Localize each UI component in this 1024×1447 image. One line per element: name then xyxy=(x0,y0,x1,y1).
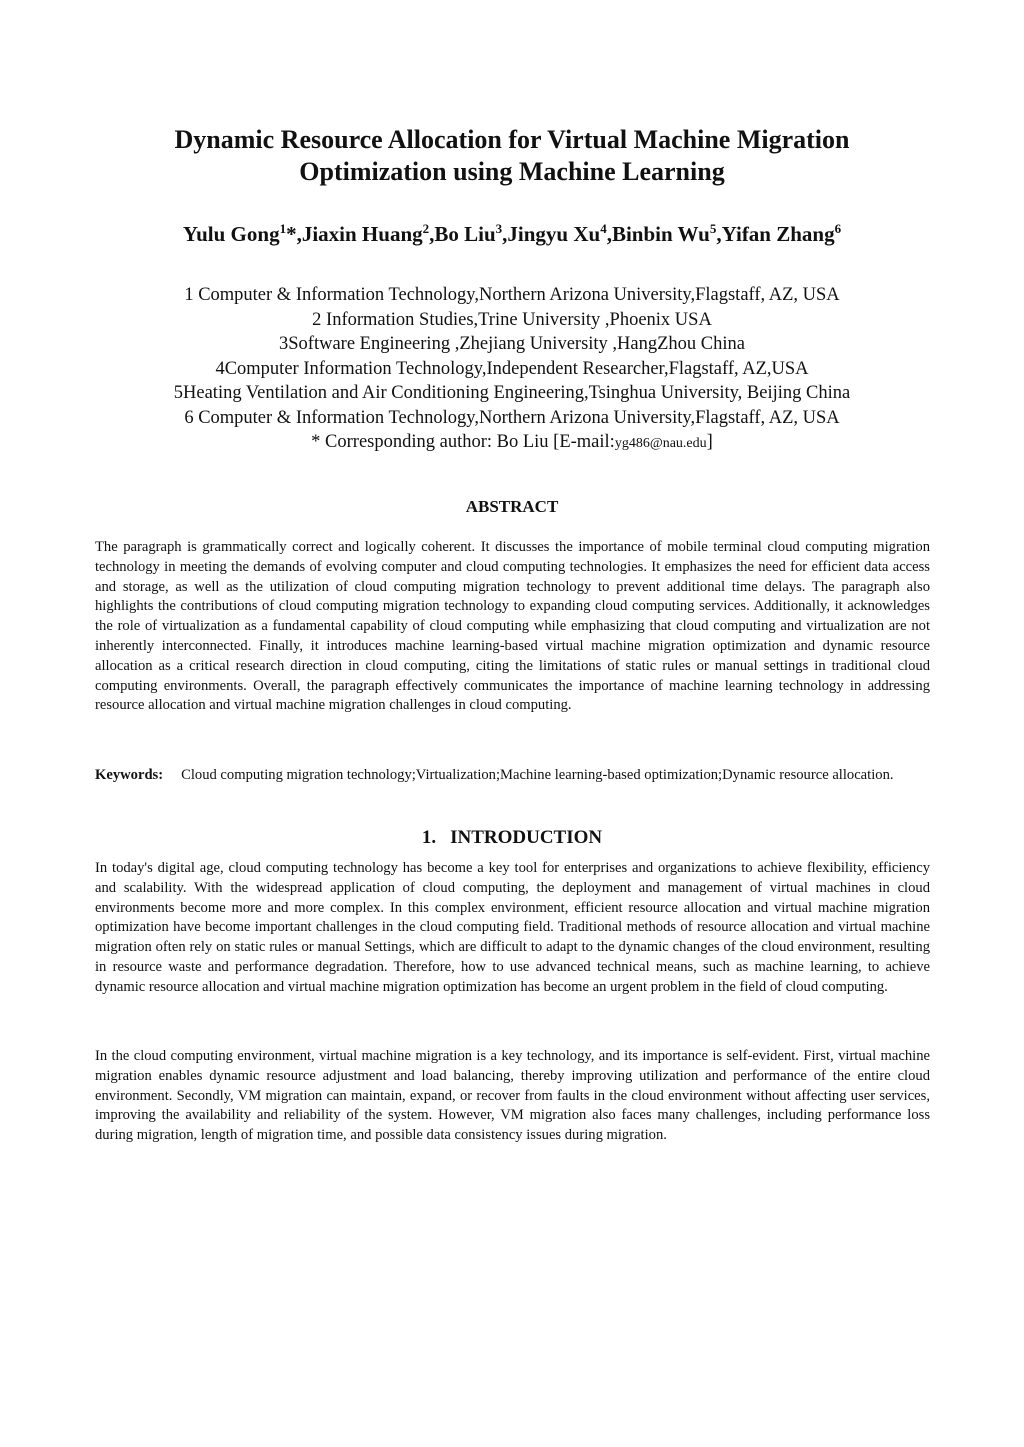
author: Jiaxin Huang$^2$, xyxy=(301,221,435,246)
author: Yifan Zhang$^6$ xyxy=(721,221,842,246)
affiliation-line: 1 Computer & Information Technology,Northern Arizona University,Flagstaff, AZ, USA xyxy=(184,285,840,305)
author: Jingyu Xu$^4$, xyxy=(507,221,612,246)
paper-title xyxy=(0,124,1024,188)
corresponding-email: yg486@nau.edu xyxy=(614,436,707,451)
affiliation-line: 6 Computer & Information Technology,Northern Arizona University,Flagstaff, AZ, USA xyxy=(184,407,840,428)
intro-paragraph-2: In the cloud computing environment, virtual machine migration is a key technology, and its importance is self-evident. First, virtual machine migration enables dynamic resource adjustment and load balancing, thereby improving utilization and performance of the entire cloud environment. Secondly, VM migration can maintain, expand, or recover from faults in the cloud environment without affecting user services, improving the availability and reliability of the system. However, VM migration also faces many challenges, including performance loss during migration, length of migration time, and possible data consistency issues during migration. xyxy=(95,1048,930,1144)
author-list xyxy=(0,219,1024,249)
keywords-label: Keywords: xyxy=(95,767,164,783)
affiliation-line: 5Heating Ventilation and Air Conditioning Engineering,Tsinghua University, Beijing China xyxy=(173,383,851,403)
keywords-text: Cloud computing migration technology;Virtualization;Machine learning-based optimization;Dynamic resource allocation. xyxy=(181,767,894,783)
section-number: 1. xyxy=(421,827,437,848)
intro-paragraph-1: In today's digital age, cloud computing technology has become a key tool for enterprises and organizations to achieve flexibility, efficiency and scalability. With the widespread application of cloud computing, the deployment and management of virtual machines in cloud environments become more and more complex. In this complex environment, efficient resource allocation and virtual machine migration optimization have become important challenges in the cloud computing field. Traditional methods of resource allocation and virtual machine migration often rely on static rules or manual Settings, which are difficult to adapt to the dynamic changes of the cloud environment, resulting in resource waste and performance degradation. Therefore, how to use advanced technical means, such as machine learning, to achieve dynamic resource allocation and virtual machine migration optimization has become an urgent problem in the field of cloud computing. xyxy=(95,860,930,995)
abstract-heading: ABSTRACT xyxy=(465,497,559,516)
author: Bo Liu$^3$, xyxy=(434,221,508,246)
author: Binbin Wu$^5$, xyxy=(611,221,722,246)
corresponding-author: * Corresponding author: Bo Liu [E-mail:yg486@nau.edu] xyxy=(311,432,713,452)
keywords xyxy=(95,766,930,786)
affiliation-list xyxy=(0,283,1024,457)
title-line-1: Dynamic Resource Allocation for Virtual Machine Migration xyxy=(174,125,850,154)
abstract-body: The paragraph is grammatically correct and logically coherent. It discusses the importance of mobile terminal cloud computing migration technology in meeting the demands of evolving computer and cloud computing technologies. It emphasizes the need for efficient data access and storage, as well as the utilization of cloud computing migration technology to prevent additional time delays. The paragraph also highlights the contributions of cloud computing migration technology to expanding cloud computing services. Additionally, it acknowledges the role of virtualization as a fundamental capability of cloud computing while emphasizing that cloud computing and virtualization are not inherently interconnected. Finally, it introduces machine learning-based virtual machine migration optimization and dynamic resource allocation as a critical research direction in cloud computing, citing the limitations of static rules or manual settings in traditional cloud computing environments. Overall, the paragraph effectively communicates the importance of machine learning technology in addressing resource allocation and virtual machine migration challenges in cloud computing. xyxy=(95,539,930,714)
affiliation-line: 2 Information Studies,Trine University ,Phoenix USA xyxy=(312,309,712,330)
author: Yulu Gong$^1$*, xyxy=(182,221,302,246)
affiliation-line: 3Software Engineering ,Zhejiang University ,HangZhou China xyxy=(279,334,745,354)
section-title: INTRODUCTION xyxy=(450,827,603,848)
section-heading-introduction xyxy=(0,826,1024,850)
title-line-2: Optimization using Machine Learning xyxy=(299,157,725,186)
affiliation-line: 4Computer Information Technology,Independent Researcher,Flagstaff, AZ,USA xyxy=(215,358,809,379)
